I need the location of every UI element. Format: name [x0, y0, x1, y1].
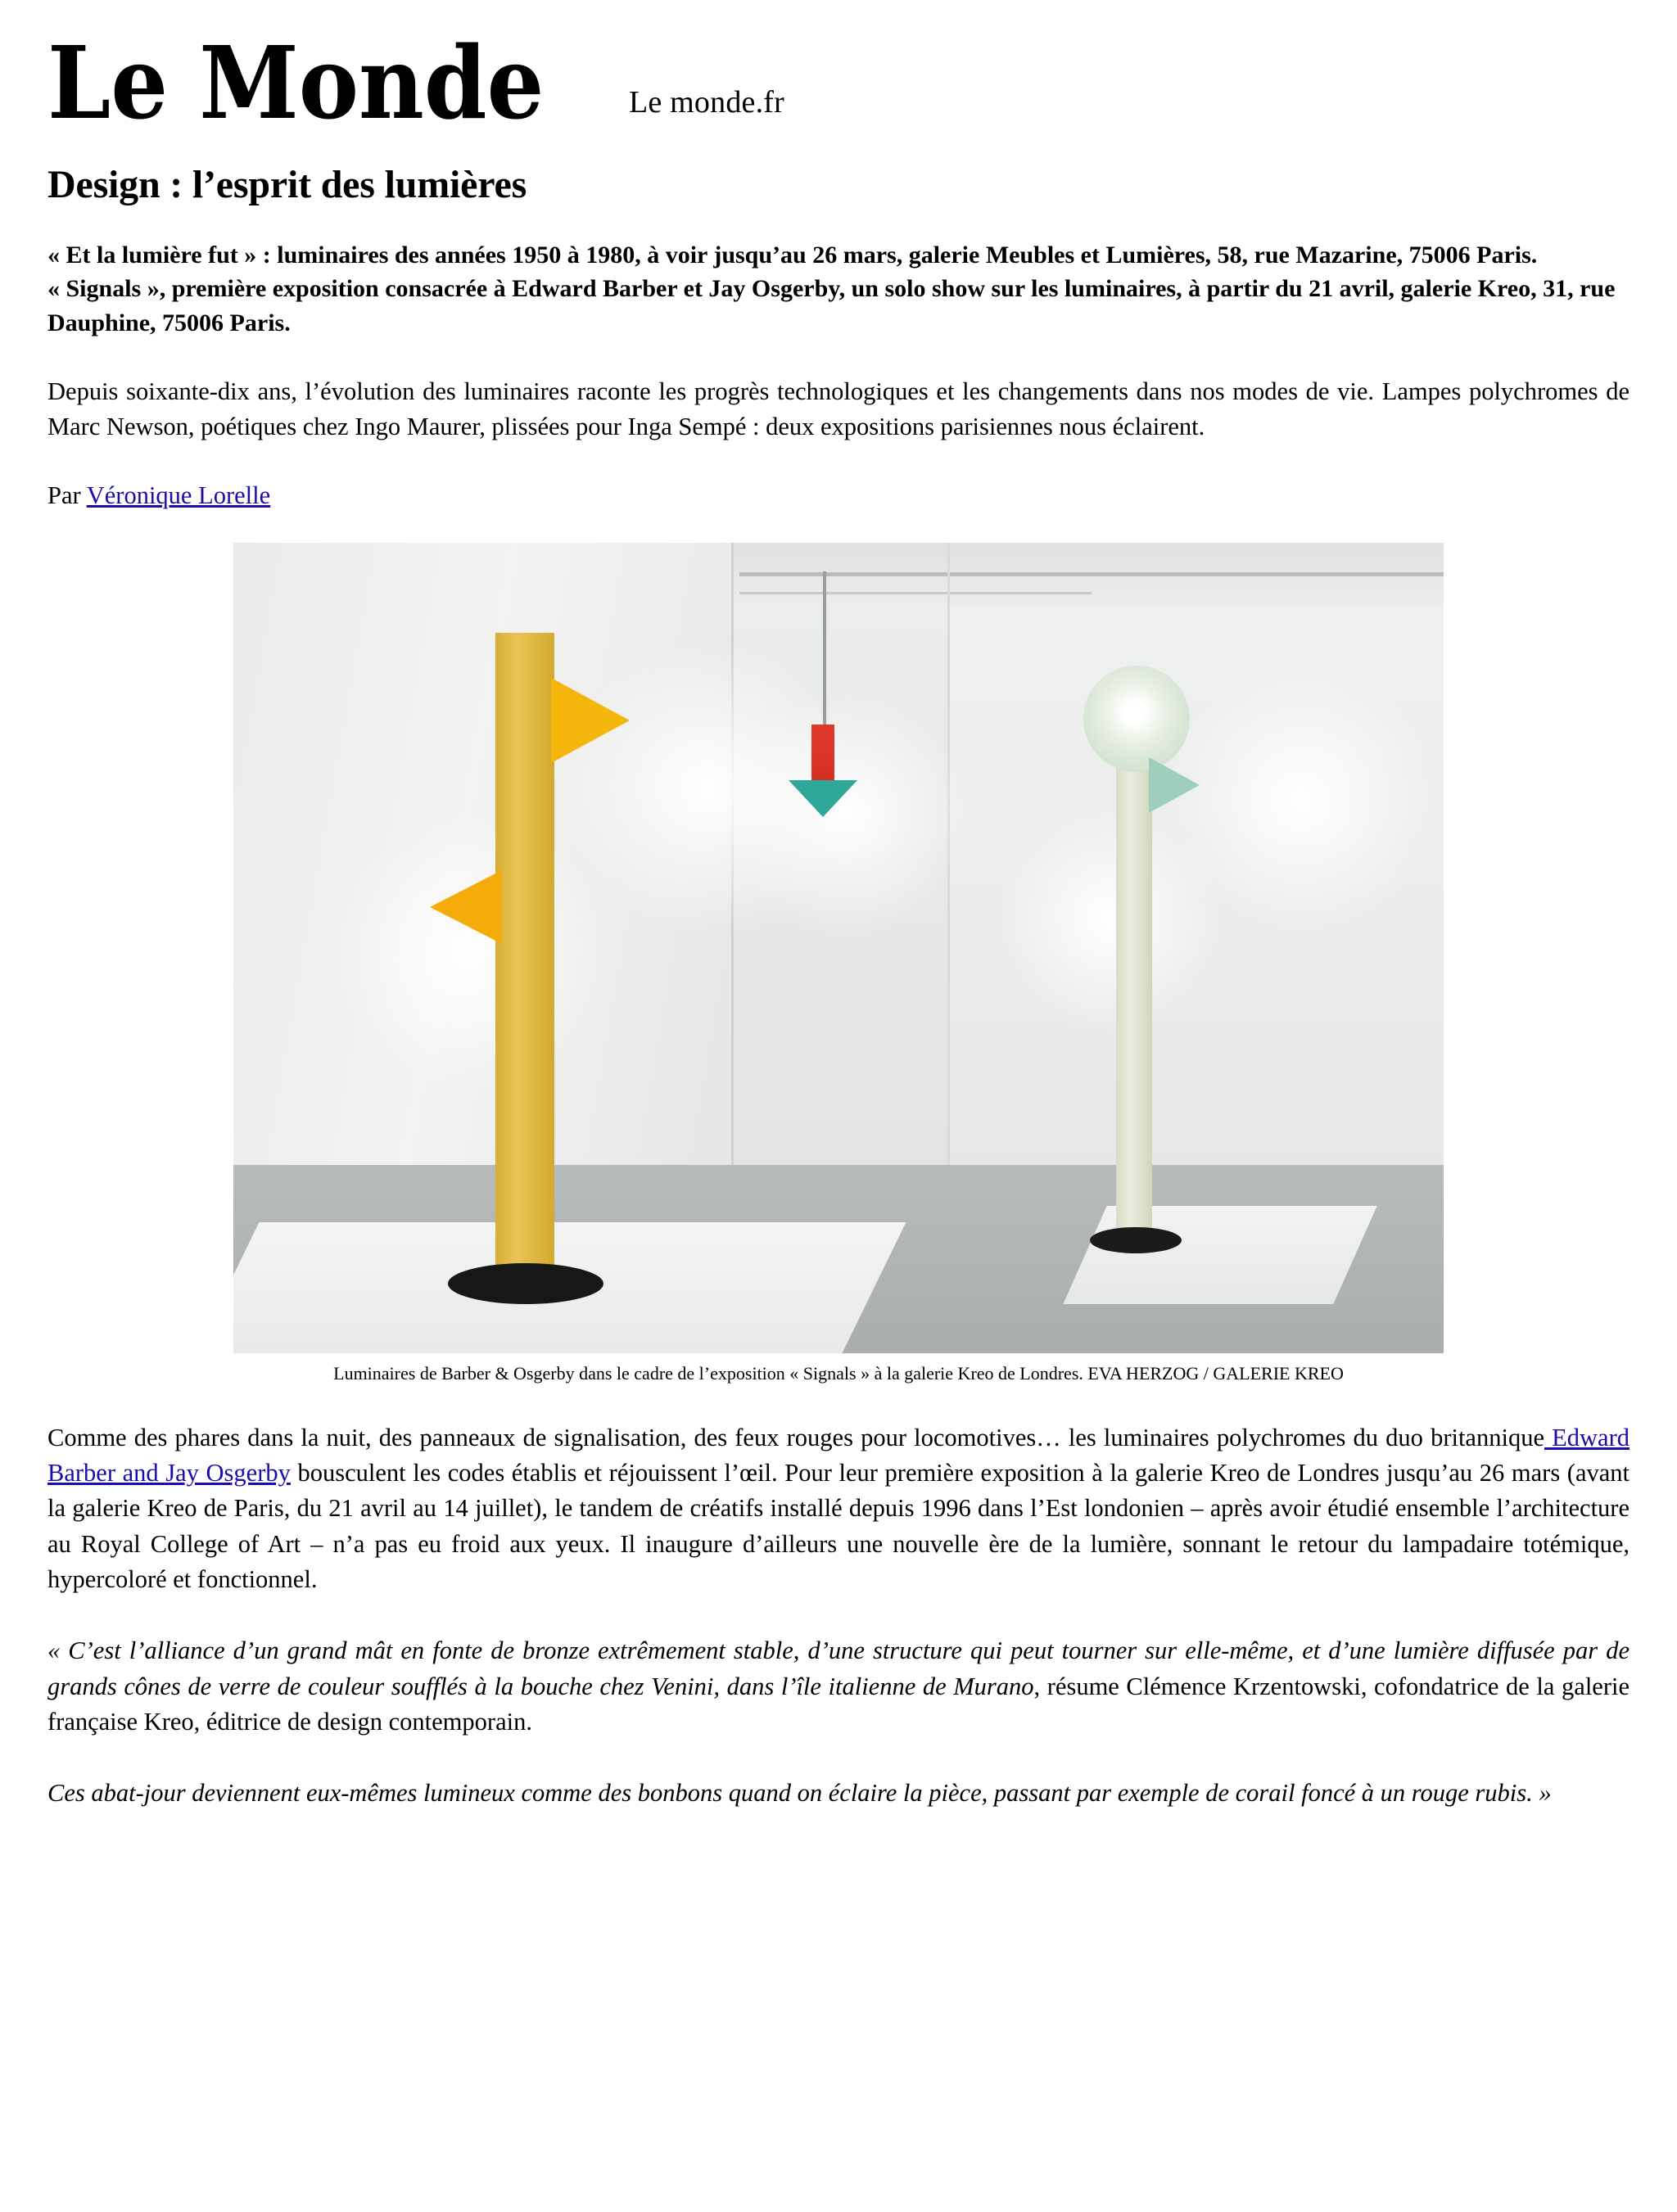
- ceiling-rail-secondary-icon: [739, 592, 1092, 594]
- intro-paragraph: Depuis soixante-dix ans, l’évolution des luminaires raconte les progrès technologiques et les changements dans nos modes de vie. Lampes polychromes de Marc Newson, poétiques chez Ingo Maurer, plissées pour Inga Sempé : deux expositions parisiennes nous éclairent.: [47, 377, 1630, 441]
- byline: [47, 481, 1630, 510]
- byline-prefix: Par: [47, 481, 87, 509]
- pull-quote-text: « C’est l’alliance d’un grand mât en fonte de bronze extrêmement stable, d’une structure qui peut tourner sur elle-même, et d’une lumière diffusée par de grands cônes de verre de couleur soufflés à la bouche chez Venini, dans l’île italienne de Murano: [47, 1636, 1630, 1700]
- pendant-stem: [823, 571, 826, 727]
- figure-caption: Luminaires de Barber & Osgerby dans le cadre de l’exposition « Signals » à la galerie Kreo de Londres. EVA HERZOG / GALERIE KREO: [333, 1362, 1344, 1384]
- svg-text:Le Monde: Le Monde: [47, 36, 545, 142]
- pale-green-totem-lamp: [1116, 723, 1152, 1247]
- standfirst-line-2: « Signals », première exposition consacrée à Edward Barber et Jay Osgerby, un solo show sur les luminaires, à partir du 21 avril, galerie Kreo, 31, rue Dauphine, 75006 Paris.: [47, 275, 1616, 336]
- pale-totem-base: [1090, 1227, 1182, 1253]
- wall-glow-2: [332, 813, 610, 1091]
- body-p1-text-after: bousculent les codes établis et réjouissent l’œil. Pour leur première exposition à la galerie Kreo de Londres jusqu’au 26 mars (avant la galerie Kreo de Paris, du 21 avril au 14 juillet), le tandem de créatifs installé depuis 1996 dans l’Est londonien – après avoir étudié ensemble l’architecture au Royal College of Art – n’a pas eu froid aux yeux. Il inaugure d’ailleurs une nouvelle ère de la lumière, sonnant le retour du lampadaire totémique, hypercoloré et fonctionnel.: [47, 1459, 1630, 1593]
- pendant-red-body: [811, 725, 834, 782]
- totem-green-cone-icon: [1149, 757, 1200, 813]
- yellow-cone-lower-icon: [430, 870, 502, 944]
- body-paragraph-3: Ces abat-jour deviennent eux-mêmes lumineux comme des bonbons quand on éclaire la pièce, passant par exemple de corail foncé à un rouge rubis. »: [47, 1779, 1552, 1808]
- yellow-lamp-base: [448, 1263, 603, 1304]
- quote-attribution: , résume Clémence Krzentowski, cofondatrice de la galerie française Kreo, éditrice de design contemporain.: [47, 1672, 1630, 1736]
- ceiling-rail-icon: [739, 572, 1444, 576]
- photo-plinth-right: [1063, 1206, 1376, 1304]
- pendant-green-shade-icon: [789, 780, 857, 817]
- byline-author-link[interactable]: Véronique Lorelle: [86, 481, 271, 509]
- body-paragraph-1: [47, 1420, 1630, 1597]
- body-paragraph-2: [47, 1633, 1630, 1740]
- le-monde-logo[interactable]: [47, 36, 621, 142]
- yellow-totem-lamp: [495, 633, 554, 1288]
- standfirst-line-1: « Et la lumière fut » : luminaires des années 1950 à 1980, à voir jusqu’au 26 mars, galerie Meubles et Lumières, 58, rue Mazarine, 75006 Paris.: [47, 242, 1538, 269]
- standfirst: [47, 238, 1630, 340]
- exhibition-photo: [233, 543, 1444, 1353]
- masthead: [47, 16, 1630, 147]
- wall-glow-5: [995, 805, 1224, 1034]
- site-url: Le monde.fr: [629, 85, 785, 120]
- body-p1-text-before: Comme des phares dans la nuit, des panneaux de signalisation, des feux rouges pour locomotives… les luminaires polychromes du duo britannique: [47, 1423, 1544, 1451]
- barber-osgerby-link[interactable]: Edward Barber and Jay Osgerby: [47, 1423, 1630, 1487]
- page-title: Design : l’esprit des lumières: [47, 163, 527, 206]
- yellow-cone-upper-icon: [551, 678, 630, 763]
- article-figure: [47, 543, 1630, 1384]
- totem-glass-disc: [1083, 666, 1190, 772]
